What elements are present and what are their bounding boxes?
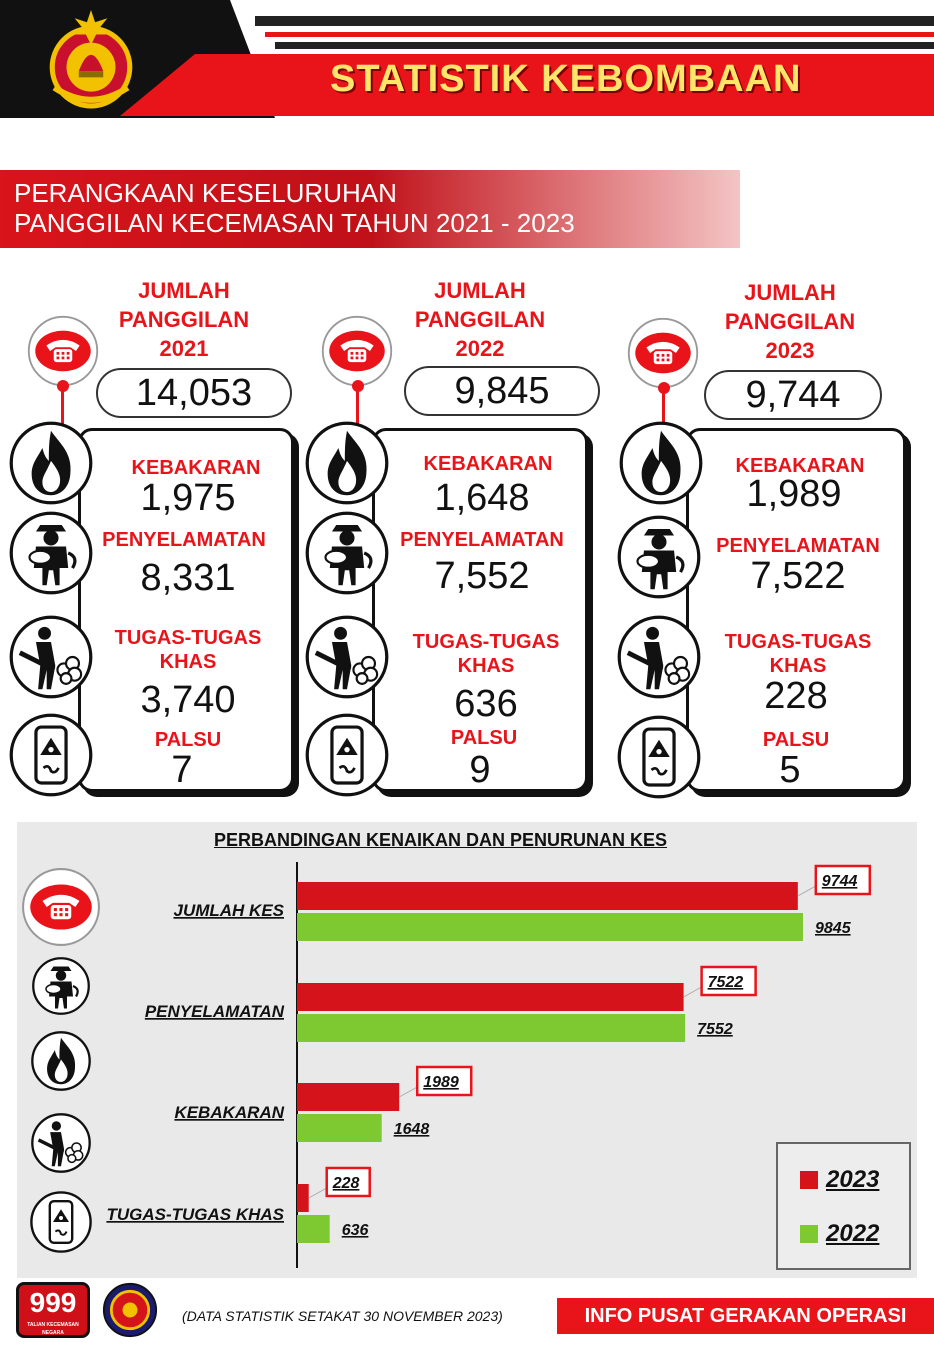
value-kebakaran: 1,975 bbox=[140, 477, 236, 519]
data-label: 7552 bbox=[697, 1021, 733, 1038]
bar-2023 bbox=[297, 882, 798, 910]
value-penyelamatan: 7,522 bbox=[750, 555, 846, 597]
label-palsu: PALSU bbox=[154, 729, 222, 751]
bar-2023 bbox=[297, 983, 684, 1011]
legend-item-2022 bbox=[800, 1220, 879, 1248]
leader-line bbox=[309, 1188, 327, 1198]
data-label: 228 bbox=[332, 1175, 360, 1192]
value-palsu: 7 bbox=[171, 749, 193, 791]
category-label: KEBAKARAN bbox=[174, 1103, 284, 1122]
category-label: TUGAS-TUGAS KHAS bbox=[106, 1205, 284, 1224]
emergency-999-badge bbox=[16, 1282, 90, 1338]
label-kebakaran: KEBAKARAN bbox=[423, 453, 553, 475]
value-palsu: 5 bbox=[779, 749, 801, 791]
data-label: 636 bbox=[341, 1222, 369, 1239]
label-penyelamatan: PENYELAMATAN bbox=[102, 529, 266, 551]
label-tugas-khas: TUGAS-TUGAS KHAS bbox=[724, 631, 872, 677]
bar-2022 bbox=[297, 1215, 330, 1243]
bar-2022 bbox=[297, 1014, 685, 1042]
bar-2023 bbox=[297, 1083, 399, 1111]
total-calls-value: 14,053 bbox=[96, 368, 292, 418]
bar-2023 bbox=[297, 1184, 309, 1212]
legend-swatch bbox=[800, 1171, 818, 1189]
value-tugas-khas: 636 bbox=[454, 683, 518, 725]
value-palsu: 9 bbox=[469, 749, 491, 791]
value-penyelamatan: 8,331 bbox=[140, 557, 236, 599]
label-kebakaran: KEBAKARAN bbox=[735, 455, 865, 477]
firefighter-icon bbox=[33, 958, 89, 1014]
category-label: PENYELAMATAN bbox=[144, 1002, 284, 1021]
data-date-note: (DATA STATISTIK SETAKAT 30 NOVEMBER 2023) bbox=[182, 1308, 503, 1324]
value-kebakaran: 1,648 bbox=[434, 477, 530, 519]
chart-title: PERBANDINGAN KENAIKAN DAN PENURUNAN KES bbox=[214, 830, 668, 850]
total-calls-value: 9,744 bbox=[704, 370, 882, 420]
data-label: 7522 bbox=[707, 974, 744, 991]
label-penyelamatan: PENYELAMATAN bbox=[716, 535, 880, 557]
badge-caption: TALIAN KECEMASAN NEGARA bbox=[27, 1322, 79, 1336]
value-tugas-khas: 228 bbox=[764, 675, 828, 717]
value-tugas-khas: 3,740 bbox=[140, 679, 236, 721]
bar-2022 bbox=[297, 1114, 382, 1142]
leader-line bbox=[684, 987, 702, 997]
legend-label: 2023 bbox=[826, 1166, 880, 1193]
label-palsu: PALSU bbox=[762, 729, 830, 751]
data-label: 9845 bbox=[815, 920, 851, 937]
blower-icon bbox=[32, 1114, 89, 1171]
data-label: 1989 bbox=[423, 1074, 459, 1091]
data-label: 9744 bbox=[821, 873, 858, 890]
label-tugas-khas: TUGAS-TUGAS KHAS bbox=[114, 627, 262, 673]
bar-2022 bbox=[297, 913, 803, 941]
year-title: JUMLAH PANGGILAN 2022 bbox=[414, 278, 546, 361]
fire-icon bbox=[32, 1032, 89, 1089]
badge-number: 999 bbox=[29, 1287, 77, 1318]
seal-icon bbox=[102, 1282, 158, 1338]
section-title-line2: PANGGILAN KECEMASAN TAHUN 2021 - 2023 bbox=[14, 208, 575, 238]
label-penyelamatan: PENYELAMATAN bbox=[400, 529, 564, 551]
legend-item-2023 bbox=[800, 1166, 879, 1194]
leader-line bbox=[798, 886, 816, 896]
section-title-line1: PERANGKAAN KESELURUHAN bbox=[14, 178, 397, 208]
value-penyelamatan: 7,552 bbox=[434, 555, 530, 597]
hoax-call-icon bbox=[31, 1192, 90, 1251]
label-palsu: PALSU bbox=[450, 727, 518, 749]
total-calls-value: 9,845 bbox=[404, 366, 600, 416]
data-label: 1648 bbox=[393, 1121, 430, 1138]
leader-line bbox=[399, 1087, 417, 1097]
legend-swatch bbox=[800, 1225, 818, 1243]
chart-legend bbox=[776, 1142, 911, 1270]
value-kebakaran: 1,989 bbox=[746, 473, 842, 515]
page-title: STATISTIK KEBOMBAAN bbox=[330, 58, 802, 100]
legend-label: 2022 bbox=[826, 1220, 880, 1247]
category-label: JUMLAH KES bbox=[173, 901, 284, 920]
label-tugas-khas: TUGAS-TUGAS KHAS bbox=[412, 631, 560, 677]
label-kebakaran: KEBAKARAN bbox=[131, 457, 261, 479]
year-title: JUMLAH PANGGILAN 2023 bbox=[724, 280, 856, 363]
footer-banner: INFO PUSAT GERAKAN OPERASI bbox=[557, 1298, 934, 1334]
year-title: JUMLAH PANGGILAN 2021 bbox=[118, 278, 250, 361]
phone-icon bbox=[23, 869, 99, 945]
